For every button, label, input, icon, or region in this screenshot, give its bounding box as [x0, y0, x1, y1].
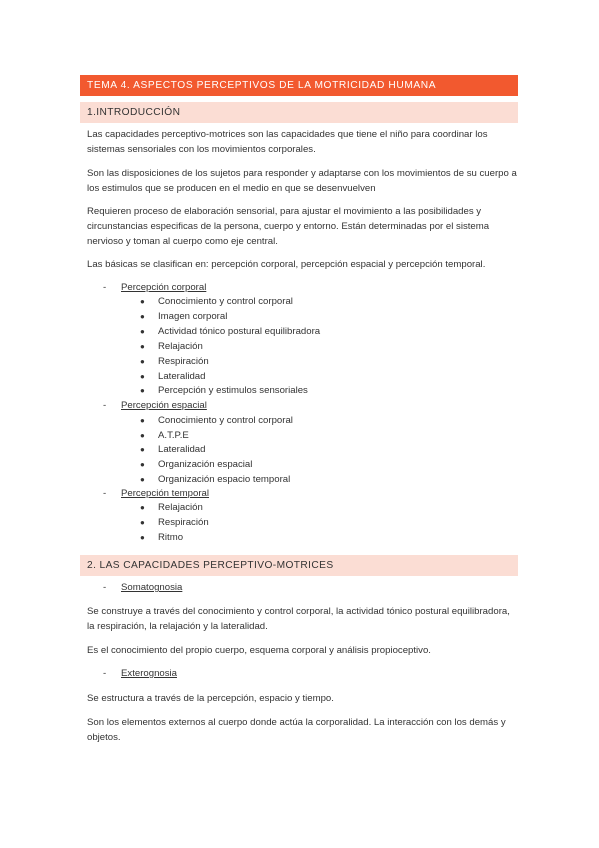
bullet-icon: ● [140, 297, 145, 306]
list-item: ● Conocimiento y control corporal [140, 296, 293, 307]
dash-icon: - [103, 582, 107, 593]
dash-icon: - [103, 400, 107, 411]
bullet-icon: ● [140, 445, 145, 454]
bullet-icon: ● [140, 357, 145, 366]
list-item: ● Actividad tónico postural equilibradora [140, 326, 321, 337]
paragraph: Requieren proceso de elaboración sensorial, para ajustar el movimiento a las posibilidades y circunstancias especificas de la persona, cuerpo y entorno. Están determinadas por el sistema nervioso y toman al cuerpo como eje central. [87, 206, 490, 247]
bullet-icon: ● [140, 431, 145, 440]
dash-icon: - [103, 282, 107, 293]
list-item: ● Respiración [140, 356, 209, 367]
list-item: ● Lateralidad [140, 371, 206, 382]
document-title: TEMA 4. ASPECTOS PERCEPTIVOS DE LA MOTRICIDAD HUMANA [80, 75, 518, 96]
bullet-icon: ● [140, 475, 145, 484]
bullet-icon: ● [140, 327, 145, 336]
subheading-somatognosia: - Somatognosia [103, 582, 183, 593]
paragraph: Se estructura a través de la percepción, espacio y tiempo. [87, 693, 334, 704]
bullet-icon: ● [140, 503, 145, 512]
list-item: ● Conocimiento y control corporal [140, 415, 293, 426]
bullet-icon: ● [140, 416, 145, 425]
bullet-icon: ● [140, 460, 145, 469]
section-heading-introduccion: 1.INTRODUCCIÓN [80, 102, 518, 123]
subheading-exterognosia: - Exterognosia [103, 668, 177, 679]
list-item: ● Percepción y estimulos sensoriales [140, 385, 308, 396]
list-item: ● Respiración [140, 517, 209, 528]
dash-icon: - [103, 488, 107, 499]
paragraph: Son los elementos externos al cuerpo donde actúa la corporalidad. La interacción con los demás y objetos. [87, 717, 506, 743]
bullet-icon: ● [140, 533, 145, 542]
list-item: ● Ritmo [140, 532, 184, 543]
section-heading-capacidades: 2. LAS CAPACIDADES PERCEPTIVO-MOTRICES [80, 555, 518, 576]
list-group-percepcion-corporal: - Percepción corporal [103, 282, 207, 293]
paragraph: Las básicas se clasifican en: percepción corporal, percepción espacial y percepción temporal. [87, 259, 486, 270]
list-item: ● Organización espacial [140, 459, 253, 470]
bullet-icon: ● [140, 372, 145, 381]
list-group-percepcion-espacial: - Percepción espacial [103, 400, 207, 411]
list-item: ● Lateralidad [140, 444, 206, 455]
bullet-icon: ● [140, 518, 145, 527]
dash-icon: - [103, 668, 107, 679]
paragraph: Las capacidades perceptivo-motrices son las capacidades que tiene el niño para coordinar los sistemas sensoriales con los movimientos corporales. [87, 129, 488, 155]
list-item: ● Relajación [140, 502, 203, 513]
paragraph: Se construye a través del conocimiento y control corporal, la actividad tónico postural equilibradora, la respiración, la relajación y la lateralidad. [87, 606, 510, 632]
list-group-percepcion-temporal: - Percepción temporal [103, 488, 209, 499]
bullet-icon: ● [140, 312, 145, 321]
list-item: ● Relajación [140, 341, 203, 352]
list-item: ● A.T.P.E [140, 430, 189, 441]
paragraph: Es el conocimiento del propio cuerpo, esquema corporal y análisis propioceptivo. [87, 645, 431, 656]
list-item: ● Imagen corporal [140, 311, 228, 322]
bullet-icon: ● [140, 386, 145, 395]
paragraph: Son las disposiciones de los sujetos para responder y adaptarse con los movimientos de su cuerpo a los estimulos que se producen en el medio en que se desenvuelven [87, 168, 517, 194]
bullet-icon: ● [140, 342, 145, 351]
list-item: ● Organización espacio temporal [140, 474, 291, 485]
